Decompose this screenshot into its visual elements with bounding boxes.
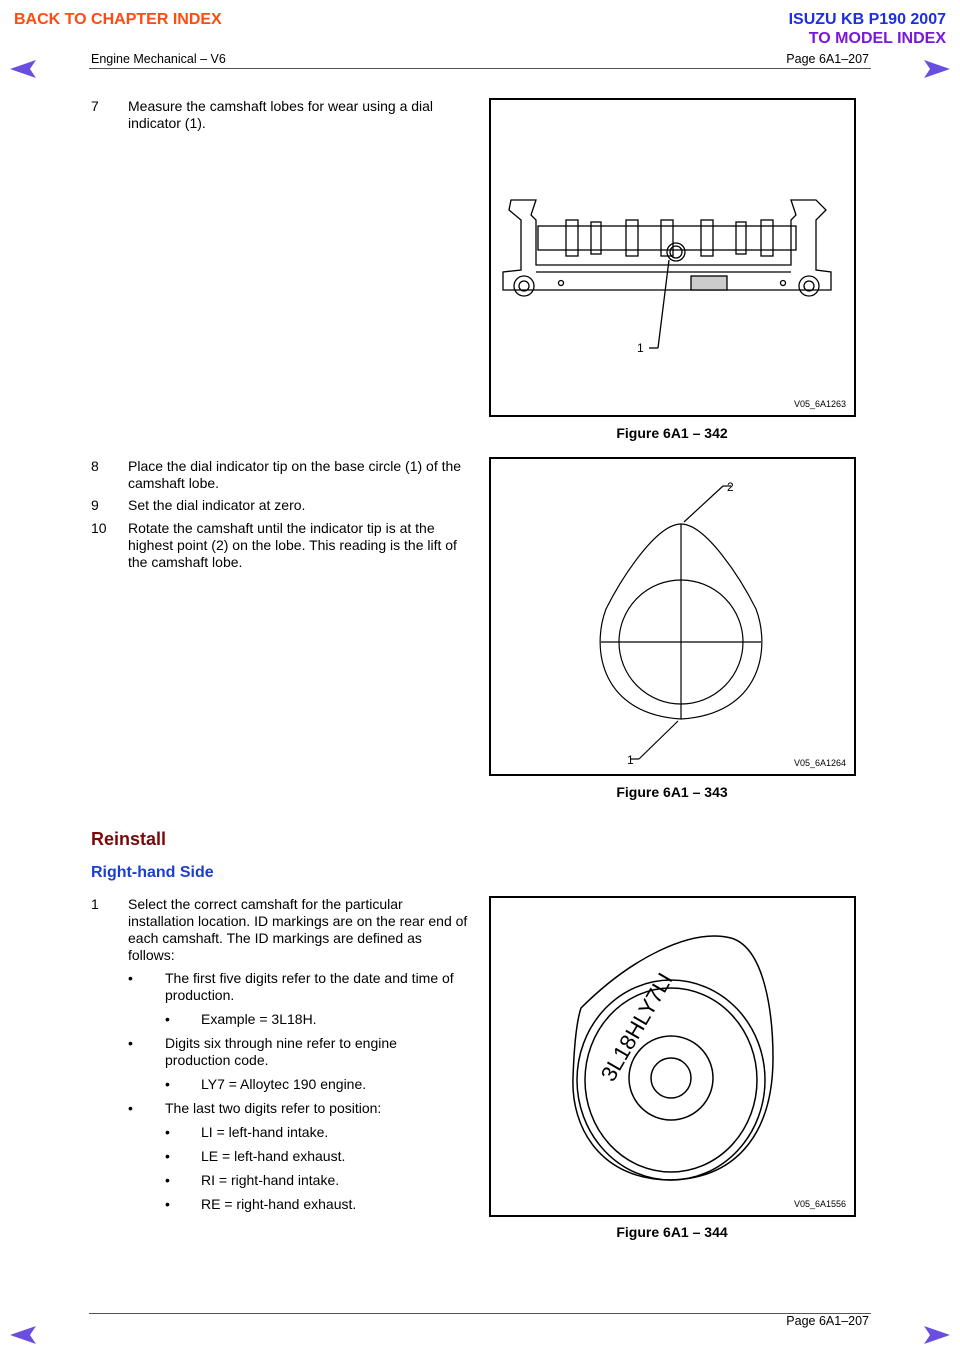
step-number: 7 [91, 98, 99, 114]
camshaft-marking-text: 3L18HLY7LI [595, 968, 678, 1086]
bullet-text: LE = left-hand exhaust. [201, 1148, 346, 1164]
bullet-text: LI = left-hand intake. [201, 1124, 329, 1140]
model-index-title-link[interactable]: ISUZU KB P190 2007 [788, 11, 946, 28]
bullet-dot: • [165, 1196, 170, 1212]
previous-page-arrow-bottom-icon[interactable] [8, 1324, 38, 1346]
bullet-dot: • [165, 1076, 170, 1092]
header-divider [89, 68, 871, 69]
footer-page-number: Page 6A1–207 [786, 1314, 869, 1328]
next-page-arrow-icon[interactable] [922, 58, 952, 80]
step-text: Select the correct camshaft for the particular installation location. ID markings are on the rear end of each camshaft. The ID markings are defined as follows: [128, 896, 468, 963]
figure-camshaft-dial-indicator [489, 98, 856, 417]
figure-caption: Figure 6A1 – 342 [616, 425, 728, 441]
figure-code: V05_6A1263 [793, 399, 846, 409]
footer-divider [89, 1313, 871, 1314]
figure-code: V05_6A1556 [793, 1199, 846, 1209]
section-heading: Reinstall [91, 829, 167, 849]
figure-camshaft-lobe [489, 457, 856, 776]
back-to-chapter-index-link[interactable]: BACK TO CHAPTER INDEX [14, 11, 222, 28]
step-number: 8 [91, 458, 99, 474]
bullet-dot: • [165, 1011, 170, 1027]
step-number: 10 [91, 520, 107, 536]
bullet-text: Digits six through nine refer to engine production code. [165, 1035, 397, 1068]
bullet-text: RE = right-hand exhaust. [201, 1196, 357, 1212]
section-title: Engine Mechanical – V6 [91, 52, 226, 66]
figure-code: V05_6A1264 [793, 758, 846, 768]
bullet-dot: • [128, 1035, 133, 1051]
camshaft-lobe-diagram [491, 459, 854, 774]
bullet-dot: • [165, 1124, 170, 1140]
subsection-heading: Right-hand Side [91, 864, 214, 881]
figure-callout-1: 1 [627, 753, 634, 767]
bullet-text: LY7 = Alloytec 190 engine. [201, 1076, 367, 1092]
bullet-dot: • [128, 970, 133, 986]
header-page-number: Page 6A1–207 [786, 52, 869, 66]
figure-callout-1: 1 [637, 341, 644, 355]
bullet-dot: • [165, 1148, 170, 1164]
step-number: 1 [91, 896, 99, 912]
previous-page-arrow-icon[interactable] [8, 58, 38, 80]
figure-caption: Figure 6A1 – 343 [616, 784, 728, 800]
step-text: Set the dial indicator at zero. [128, 497, 306, 513]
figure-callout-2: 2 [727, 480, 734, 494]
figure-camshaft-id-marking [489, 896, 856, 1217]
to-model-index-link[interactable]: TO MODEL INDEX [808, 30, 946, 47]
next-page-arrow-bottom-icon[interactable] [922, 1324, 952, 1346]
bullet-dot: • [128, 1100, 133, 1116]
bullet-text: RI = right-hand intake. [201, 1172, 340, 1188]
bullet-dot: • [165, 1172, 170, 1188]
bullet-text: The first five digits refer to the date and time of production. [165, 970, 454, 1003]
figure-caption: Figure 6A1 – 344 [616, 1224, 728, 1240]
step-text: Measure the camshaft lobes for wear using a dial indicator (1). [128, 98, 434, 131]
step-text: Rotate the camshaft until the indicator tip is at the highest point (2) on the lobe. This reading is the lift of the camshaft lobe. [128, 520, 457, 570]
step-number: 9 [91, 497, 99, 513]
camshaft-end-illustration [491, 898, 854, 1215]
bullet-text: The last two digits refer to position: [165, 1100, 382, 1116]
camshaft-fixture-illustration [491, 100, 854, 415]
bullet-text: Example = 3L18H. [201, 1011, 317, 1027]
step-text: Place the dial indicator tip on the base circle (1) of the camshaft lobe. [128, 458, 462, 491]
